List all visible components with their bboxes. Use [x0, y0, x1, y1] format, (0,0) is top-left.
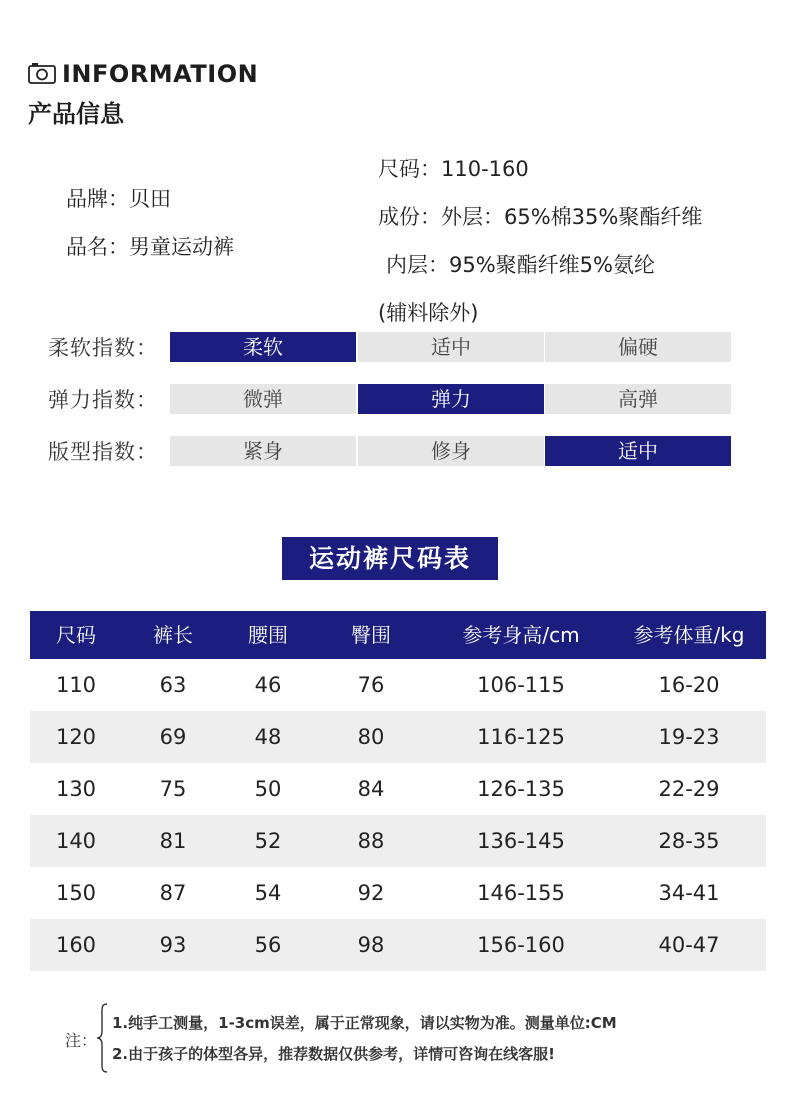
table-cell: 50 [254, 777, 282, 801]
table-header-cell: 参考体重/kg [633, 623, 745, 647]
table-cell: 80 [357, 725, 385, 749]
index-option: 柔软 [170, 332, 356, 362]
table-row [30, 711, 766, 763]
brace-icon [96, 1003, 108, 1073]
index-option: 紧身 [170, 436, 356, 466]
table-header-cell: 尺码 [56, 623, 96, 647]
table-row [30, 815, 766, 867]
size-range-text: 尺码：110-160 [378, 157, 529, 181]
table-row [30, 659, 766, 711]
index-label: 柔软指数： [48, 336, 158, 360]
table-header-cell: 臀围 [351, 623, 391, 647]
section-title-en: INFORMATION [62, 60, 259, 88]
camera-icon [28, 62, 56, 84]
table-cell: 116-125 [477, 725, 565, 749]
composition-inner-text: 内层：95%聚酯纤维5%氨纶 [386, 253, 655, 277]
table-cell: 52 [254, 829, 282, 853]
table-cell: 75 [159, 777, 187, 801]
table-cell: 130 [55, 777, 97, 801]
index-option: 弹力 [358, 384, 544, 414]
table-cell: 92 [357, 881, 385, 905]
index-option: 适中 [358, 332, 544, 362]
table-header-row [30, 611, 766, 659]
table-cell: 110 [55, 673, 97, 697]
table-header-cell: 参考身高/cm [462, 623, 580, 647]
table-cell: 56 [254, 933, 282, 957]
table-cell: 146-155 [477, 881, 565, 905]
table-header-cell: 腰围 [248, 623, 288, 647]
index-option: 偏硬 [545, 332, 731, 362]
table-header-cell: 裤长 [153, 623, 193, 647]
index-row-softness [0, 332, 790, 362]
brand-text: 品牌：贝田 [66, 187, 171, 211]
table-cell: 160 [55, 933, 97, 957]
table-cell: 28-35 [658, 829, 720, 853]
index-option: 修身 [358, 436, 544, 466]
table-cell: 93 [159, 933, 187, 957]
composition-note-text: (辅料除外) [378, 301, 479, 325]
table-cell: 34-41 [658, 881, 720, 905]
table-cell: 76 [357, 673, 385, 697]
table-cell: 126-135 [477, 777, 565, 801]
table-cell: 120 [55, 725, 97, 749]
note-line: 1.纯手工测量，1-3cm误差，属于正常现象，请以实物为准。测量单位:CM [112, 1014, 617, 1032]
table-cell: 54 [254, 881, 282, 905]
index-option: 适中 [545, 436, 731, 466]
index-row-elasticity [0, 384, 790, 414]
size-table-title: 运动裤尺码表 [282, 537, 498, 580]
product-name-text: 品名：男童运动裤 [66, 235, 234, 259]
notes-label: 注： [65, 1031, 98, 1050]
index-label: 弹力指数： [48, 388, 158, 412]
note-line: 2.由于孩子的体型各异，推荐数据仅供参考，详情可咨询在线客服! [112, 1045, 555, 1063]
table-cell: 84 [357, 777, 385, 801]
table-cell: 40-47 [658, 933, 720, 957]
index-row-fit [0, 436, 790, 466]
index-option: 微弹 [170, 384, 356, 414]
table-cell: 136-145 [477, 829, 565, 853]
table-cell: 156-160 [477, 933, 565, 957]
index-option: 高弹 [545, 384, 731, 414]
table-cell: 19-23 [658, 725, 720, 749]
table-cell: 98 [357, 933, 385, 957]
table-row [30, 919, 766, 971]
size-table [30, 611, 766, 971]
table-cell: 22-29 [658, 777, 720, 801]
table-cell: 150 [55, 881, 97, 905]
table-cell: 81 [159, 829, 187, 853]
index-label: 版型指数： [48, 440, 158, 464]
table-cell: 48 [254, 725, 282, 749]
section-title-cn: 产品信息 [28, 100, 124, 128]
table-cell: 63 [159, 673, 187, 697]
table-cell: 46 [254, 673, 282, 697]
table-cell: 106-115 [477, 673, 565, 697]
table-row [30, 867, 766, 919]
composition-outer-text: 成份：外层：65%棉35%聚酯纤维 [378, 205, 703, 229]
table-row [30, 763, 766, 815]
table-cell: 140 [55, 829, 97, 853]
table-cell: 69 [159, 725, 187, 749]
table-cell: 88 [357, 829, 385, 853]
table-cell: 87 [159, 881, 187, 905]
table-cell: 16-20 [658, 673, 720, 697]
